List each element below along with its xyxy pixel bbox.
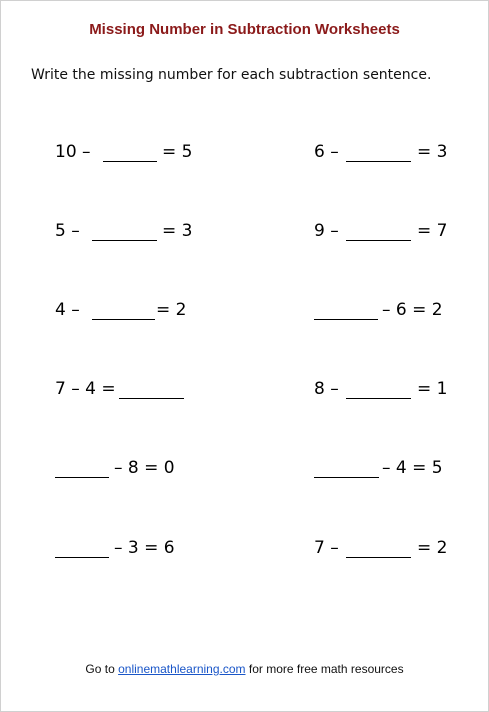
problem-3-left: 5 –: [55, 221, 80, 241]
problem-1-left: 10 –: [55, 142, 91, 162]
problem-4-answer-blank[interactable]: [346, 240, 411, 241]
problem-6-answer-blank[interactable]: [314, 319, 378, 320]
problem-7-left: 7 – 4 =: [55, 379, 116, 399]
problem-1-right: = 5: [162, 142, 193, 162]
problem-4-right: = 7: [417, 221, 448, 241]
footer-suffix: for more free math resources: [248, 662, 404, 676]
problem-11: [55, 538, 205, 560]
problem-9-right: – 8 = 0: [114, 458, 175, 478]
problem-5: [55, 300, 205, 322]
problem-5-right: = 2: [156, 300, 187, 320]
problem-8-left: 8 –: [314, 379, 339, 399]
problem-1: [55, 142, 205, 164]
problem-12-answer-blank[interactable]: [346, 557, 411, 558]
problem-2-left: 6 –: [314, 142, 339, 162]
problem-11-right: – 3 = 6: [114, 538, 175, 558]
onlinemathlearning-link[interactable]: onlinemathlearning.com: [118, 662, 246, 676]
problem-8: [314, 379, 454, 401]
problem-3-answer-blank[interactable]: [92, 240, 157, 241]
problem-10: [314, 458, 454, 480]
instructions-text: Write the missing number for each subtraction sentence.: [31, 67, 432, 83]
problem-12-right: = 2: [417, 538, 448, 558]
problem-8-right: = 1: [417, 379, 448, 399]
worksheet-title: Missing Number in Subtraction Worksheets: [89, 21, 400, 38]
problem-7-answer-blank[interactable]: [119, 398, 184, 399]
problem-11-answer-blank[interactable]: [55, 557, 109, 558]
footer: [1, 662, 488, 676]
problem-9-answer-blank[interactable]: [55, 477, 109, 478]
problem-10-answer-blank[interactable]: [314, 477, 379, 478]
problem-2: [314, 142, 454, 164]
problem-1-answer-blank[interactable]: [103, 161, 157, 162]
problem-4: [314, 221, 454, 243]
problem-12-left: 7 –: [314, 538, 339, 558]
problem-6-right: – 6 = 2: [382, 300, 443, 320]
problem-5-left: 4 –: [55, 300, 80, 320]
problem-9: [55, 458, 205, 480]
problem-3: [55, 221, 205, 243]
problem-5-answer-blank[interactable]: [92, 319, 155, 320]
problem-3-right: = 3: [162, 221, 193, 241]
problem-2-answer-blank[interactable]: [346, 161, 411, 162]
problem-4-left: 9 –: [314, 221, 339, 241]
problem-2-right: = 3: [417, 142, 448, 162]
problem-7: [55, 379, 205, 401]
problem-6: [314, 300, 454, 322]
problem-12: [314, 538, 454, 560]
footer-prefix: Go to: [85, 662, 115, 676]
problem-10-right: – 4 = 5: [382, 458, 443, 478]
problem-8-answer-blank[interactable]: [346, 398, 411, 399]
